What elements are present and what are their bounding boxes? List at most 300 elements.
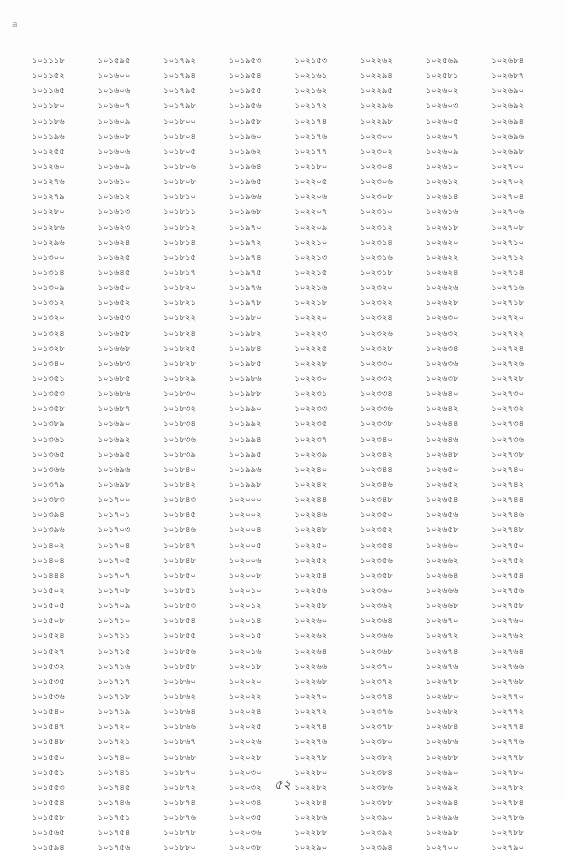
number-cell: ১০১২৯৬ [32, 236, 65, 247]
number-cell: ১০১৯৬২ [228, 145, 262, 156]
number-cell: ১০২৬৮০ [425, 690, 459, 701]
table-row [20, 448, 545, 463]
number-cell: ১০১৯৭৬ [228, 282, 262, 293]
number-cell: ১০২১৮০ [294, 161, 328, 172]
number-cell: ১০২৭৭২ [491, 706, 525, 717]
number-cell: ১০১৩৮৩ [32, 494, 65, 505]
number-cell: ১০১৮২২ [163, 312, 197, 323]
number-cell: ১০১৮২০ [163, 282, 197, 293]
number-cell: ১০২০১২ [228, 600, 262, 611]
number-cell: ১০২৬১৬ [425, 206, 459, 217]
number-cell: ১০২৬২৪ [425, 267, 459, 278]
number-cell: ১০১৭৯৮ [163, 100, 197, 111]
number-cell: ১০২৩৮৮ [360, 796, 393, 807]
number-cell: ১০২১৭২ [294, 100, 328, 111]
number-cell: ১০২২৫৮ [294, 600, 328, 611]
number-cell: ১০২২৩৩ [294, 403, 328, 414]
number-cell: ১০১৬৮৭ [97, 403, 131, 414]
number-cell: ১০১৪০৪ [32, 554, 65, 565]
number-cell: ১০১৯৮৬ [228, 373, 262, 384]
number-cell: ১০২০৩৫ [228, 812, 262, 823]
number-cell: ১০২৩৮৪ [360, 766, 393, 777]
table-row [20, 826, 545, 841]
number-cell: ১০২২১৩ [294, 251, 328, 262]
number-cell: ১০২৭১২ [491, 251, 525, 262]
number-cell: ১০১৬১০ [97, 176, 131, 187]
number-cell: ১০১১৯৬ [32, 130, 65, 141]
number-cell: ১০২৬৪২ [425, 403, 459, 414]
number-cell: ১০২৩০২ [360, 145, 393, 156]
number-cell: ১০১৭৪৫ [97, 781, 131, 792]
number-cell: ১০১৯৬৪ [228, 161, 262, 172]
table-row [20, 629, 545, 644]
number-cell: ১০১৩০৯ [32, 282, 65, 293]
number-cell: ১০১৯৯৮ [228, 479, 262, 489]
number-cell: ১০২৬৯৬ [491, 130, 525, 141]
page-number: ৫২ [274, 778, 291, 793]
number-cell: ১০১৬০০ [97, 70, 131, 81]
number-cell: ১০১৮৬৭ [163, 736, 197, 747]
number-cell: ১০২২৬০ [294, 615, 328, 626]
number-cell: ১০১৮২৫ [163, 342, 197, 353]
number-cell: ১০১৭৫৬ [97, 842, 131, 853]
table-row [20, 796, 545, 811]
number-cell: ১০২৭৭৬ [491, 736, 525, 747]
number-cell: ১০২৬৭২ [425, 630, 459, 641]
number-cell: ১০১৮১৫ [163, 251, 197, 262]
number-cell: ১০২৭২২ [491, 327, 525, 338]
number-cell: ১০২৬৮২ [425, 706, 459, 717]
number-cell: ১০১৯৫৩ [228, 55, 262, 66]
number-cell: ১০২৭৩৪ [491, 418, 525, 429]
number-cell: ১০২২৭৮ [294, 751, 328, 762]
number-cell: ১০২৭০৪ [491, 191, 525, 202]
number-cell: ১০২৭০০ [491, 161, 525, 172]
number-cell: ১০২০১৪ [228, 615, 262, 626]
number-cell: ১০২২৫০ [294, 539, 328, 550]
number-cell: ১০১৮০৫ [163, 145, 197, 156]
number-cell: ১০২৬৬৪ [425, 569, 459, 580]
number-cell: ১০২৩৫০ [360, 509, 393, 520]
number-cell: ১০১৭২০ [97, 721, 131, 732]
table-row [20, 705, 545, 720]
number-cell: ১০২০৩৬ [228, 827, 262, 838]
number-cell: ১০১৩৮৯ [32, 418, 65, 429]
number-cell: ১০২৬৮৭ [491, 70, 525, 81]
number-cell: ১০১৫৫৮ [32, 812, 65, 823]
number-cell: ১০১৭১১ [97, 630, 131, 641]
number-cell: ১০২৫৮১ [425, 70, 459, 81]
number-cell: ১০১৭৯৫ [163, 85, 197, 96]
number-cell: ১০২৭৫০ [491, 539, 525, 550]
number-cell: ১০২৬৬২ [425, 554, 459, 565]
number-cell: ১০২৭৬৬ [491, 660, 525, 671]
number-cell: ১০২৭২৮ [491, 373, 525, 384]
number-cell: ১০১৫৫১ [32, 766, 65, 777]
number-cell: ১০২৬৩৮ [425, 373, 459, 384]
number-cell: ১০২০০৮ [228, 569, 262, 580]
table-row [20, 84, 545, 99]
number-cell: ১০১৮০৬ [163, 161, 197, 172]
number-cell: ১০১৯৮৫ [228, 357, 262, 368]
number-cell: ১০১১৬৫ [32, 85, 65, 96]
number-cell: ১০১৯৭৪ [228, 251, 262, 262]
number-cell: ১০২৩১৮ [360, 267, 393, 278]
number-cell: ১০২৭৬০ [491, 615, 525, 626]
number-cell: ১০২০০২ [228, 509, 262, 520]
number-cell: ১০২০৩২ [228, 781, 262, 792]
number-cell: ১০২২১০ [294, 236, 328, 247]
number-cell: ১০২৭৭০ [491, 690, 525, 701]
number-cell: ১০১৮৪৩ [163, 494, 197, 505]
number-cell: ১০১৬৫২ [97, 297, 131, 308]
number-cell: ১০২৩৭৬ [360, 706, 393, 717]
table-row [20, 115, 545, 130]
number-cell: ১০১৮২৯ [163, 373, 197, 384]
number-cell: ১০২৬৯২ [425, 781, 459, 792]
number-cell: ১০১৭১০ [97, 615, 131, 626]
number-cell: ১০২০০৬ [228, 554, 262, 565]
table-row [20, 175, 545, 190]
number-cell: ১০২০৩০ [228, 766, 262, 777]
number-cell: ১০২২২৮ [294, 357, 328, 368]
number-cell: ১০২৭৪০ [491, 463, 525, 474]
number-cell: ১০২৬৯০ [491, 85, 525, 96]
number-cell: ১০১৭০৫ [97, 554, 131, 565]
number-cell: ১০২৭০৬ [491, 206, 525, 217]
table-row [20, 675, 545, 690]
number-cell: ১০১৭০৪ [97, 539, 131, 550]
number-cell: ১০১৯৬৫ [228, 176, 262, 187]
number-cell: ১০২৭৩০ [491, 388, 525, 399]
number-cell: ১০২৩২০ [360, 282, 393, 293]
table-row [20, 281, 545, 296]
number-cell: ১০২৬৯৬ [425, 812, 459, 823]
number-cell: ১০২৭৫৮ [491, 600, 525, 611]
number-cell: ১০২৭০০ [425, 842, 459, 853]
number-cell: ১০২৬৩৪ [425, 342, 459, 353]
number-cell: ১০২৬৭০ [425, 615, 459, 626]
number-cell: ১০২৩১৬ [360, 251, 393, 262]
number-cell: ১০২৩৪৬ [360, 479, 393, 489]
table-row [20, 221, 545, 236]
table-row [20, 614, 545, 629]
number-cell: ১০২৩২২ [360, 297, 393, 308]
number-cell: ১০২২৮৬ [294, 812, 328, 823]
number-cell: ১০১৩০০ [32, 251, 65, 262]
number-cell: ১০২২৬২ [294, 630, 328, 641]
number-cell: ১০২৬৪৮ [425, 448, 459, 459]
number-cell: ১০২৭৯০ [491, 842, 525, 853]
table-row [20, 644, 545, 659]
number-cell: ১০২২৭০ [294, 690, 328, 701]
number-cell: ১০২০১৬ [228, 645, 262, 656]
number-cell: ১০২২৪৪ [294, 494, 328, 505]
number-cell: ১০১৫০৫ [32, 600, 65, 611]
table-row [20, 841, 545, 856]
number-cell: ১০১৫৪৮ [32, 736, 65, 747]
number-cell: ১০২৩৮০ [360, 736, 393, 747]
table-row [20, 130, 545, 145]
number-cell: ১০২০০৫ [228, 539, 262, 550]
number-cell: ১০২৬৬৮ [425, 600, 459, 611]
number-cell: ১০২৩৪৮ [360, 494, 393, 505]
number-cell: ১০১৮০৮ [163, 176, 197, 187]
number-cell: ১০১৮১০ [163, 191, 197, 202]
number-cell: ১০২২১৫ [294, 267, 328, 278]
number-cell: ১০১৮৭০ [163, 766, 197, 777]
number-cell: ১০১৮২১ [163, 297, 197, 308]
number-cell: ১০১৭১৭ [97, 675, 131, 686]
number-cell: ১০২০৩৮ [228, 842, 262, 853]
number-cell: ১০১৮৭৪ [163, 796, 197, 807]
number-cell: ১০২৭৫৬ [491, 584, 525, 595]
number-cell: ১০১৭৯৪ [163, 70, 197, 81]
number-cell: ১০২৬৩০ [425, 312, 459, 323]
number-cell: ১০১৮৫১ [163, 584, 197, 595]
number-cell: ১০২০২০ [228, 675, 262, 686]
table-row [20, 357, 545, 372]
number-cell: ১০১৮৬৪ [163, 706, 197, 717]
table-row [20, 372, 545, 387]
number-cell: ১০২৭৪৮ [491, 524, 525, 535]
number-cell: ১০১৩৯৪ [32, 509, 65, 520]
table-row [20, 690, 545, 705]
number-cell: ১০১৬৫০ [97, 282, 131, 293]
number-cell: ১০১৫৫৪ [32, 796, 65, 807]
number-cell: ১০২৭৮৬ [491, 812, 525, 823]
number-cell: ১০১৭১৮ [97, 690, 131, 701]
table-row [20, 493, 545, 508]
number-cell: ১০১৩৫৮ [32, 403, 65, 414]
number-cell: ১০২২৪২ [294, 479, 328, 489]
number-cell: ১০২৭৮২ [491, 781, 525, 792]
number-cell: ১০১৭৪০ [97, 751, 131, 762]
number-cell: ১০১৯৮০ [228, 312, 262, 323]
number-cell: ১০২০০০ [228, 494, 262, 505]
number-cell: ১০১৫৬৫ [32, 827, 65, 838]
number-cell: ১০১৭১৫ [97, 645, 131, 656]
number-cell: ১০১৩১২ [32, 297, 65, 308]
number-cell: ১০১৫৫০ [32, 751, 65, 762]
table-row [20, 236, 545, 251]
number-cell: ১০১৬৮৩ [97, 357, 131, 368]
number-cell: ১০২৩৭৪ [360, 690, 393, 701]
number-cell: ১০১৭৪৬ [97, 796, 131, 807]
number-cell: ১০২৩৫৮ [360, 569, 393, 580]
number-cell: ১০২৬১২ [425, 176, 459, 187]
number-cell: ১০২৬৯৮ [491, 145, 525, 156]
table-row [20, 433, 545, 448]
number-cell: ১০১৭২১ [97, 736, 131, 747]
number-cell: ১০২৩৬৮ [360, 645, 393, 656]
number-cell: ১০২২৩৭ [294, 433, 328, 444]
number-cell: ১০১৬১২ [97, 191, 131, 202]
number-cell: ১০২২১৬ [294, 282, 328, 293]
number-cell: ১০২৬৫৮ [425, 524, 459, 535]
number-cell: ১০১৫২৪ [32, 630, 65, 641]
number-cell: ১০২২৪৮ [294, 524, 328, 535]
number-cell: ১০২৬০৭ [425, 130, 459, 141]
table-row [20, 508, 545, 523]
number-cell: ১০১৬০৯ [97, 161, 131, 172]
number-cell: ১০২২৮০ [294, 766, 328, 777]
number-cell: ১০২৬৯২ [491, 100, 525, 111]
number-cell: ১০২৬৭৪ [425, 645, 459, 656]
table-row [20, 750, 545, 765]
number-cell: ১০২০১০ [228, 584, 262, 595]
number-cell: ১০২২০৫ [294, 176, 328, 187]
number-cell: ১০২৭০২ [491, 176, 525, 187]
number-cell: ১০২৭১৪ [491, 267, 525, 278]
table-row [20, 402, 545, 417]
number-cell: ১০১৮৫৮ [163, 660, 197, 671]
number-cell: ১০২৩০৮ [360, 191, 393, 202]
number-cell: ১০২৩০৪ [360, 161, 393, 172]
number-cell: ১০১৯৭৮ [228, 297, 262, 308]
number-cell: ১০১৯৯০ [228, 403, 262, 414]
number-cell: ১০১৫৯৪ [32, 842, 65, 853]
number-cell: ১০১৯৬৮ [228, 206, 262, 217]
number-cell: ১০১৬১৩ [97, 206, 131, 217]
number-cell: ১০২২৭৬ [294, 736, 328, 747]
number-cell: ১০১৭৯২ [163, 55, 197, 66]
number-cell: ১০২৭৫৪ [491, 569, 525, 580]
number-cell: ১০২৩০৬ [360, 176, 393, 187]
number-cell: ১০১৬৮৬ [97, 388, 131, 399]
number-cell: ১০২৭৭৮ [491, 751, 525, 762]
number-cell: ১০২২৫৪ [294, 569, 328, 580]
number-cell: ১০২৬৯৮ [425, 827, 459, 838]
number-cell: ১০২৭২০ [491, 312, 525, 323]
number-cell: ১০১৮১২ [163, 221, 197, 232]
number-cell: ১০১৬২৩ [97, 221, 131, 232]
number-cell: ১০১৮৫৩ [163, 600, 197, 611]
number-cell: ১০২৬৬৬ [425, 584, 459, 595]
number-cell: ১০১৯৮২ [228, 327, 262, 338]
number-cell: ১০১৬৯৫ [97, 448, 131, 459]
number-cell: ১০১৪০২ [32, 539, 65, 550]
table-row [20, 584, 545, 599]
number-cell: ১০২৭০৮ [491, 221, 525, 232]
number-cell: ১০১৩১৪ [32, 267, 65, 278]
number-cell: ১০১৭১৬ [97, 660, 131, 671]
number-cell: ১০২৬৯৪ [425, 796, 459, 807]
number-cell: ১০২৩৩৮ [360, 418, 393, 429]
number-cell: ১০২৭৩২ [491, 403, 525, 414]
number-cell: ১০২৬০৩ [425, 100, 459, 111]
number-cell: ১০২৩৩৬ [360, 403, 393, 414]
number-cell: ১০১৫৩২ [32, 660, 65, 671]
number-cell: ১০২২০৯ [294, 221, 328, 232]
number-cell: ১০২৬৮৬ [425, 736, 459, 747]
number-cell: ১০১৮৭৮ [163, 827, 197, 838]
number-cell: ১০২১৬২ [294, 85, 328, 96]
number-cell: ১০২৩৬২ [360, 600, 393, 611]
number-cell: ১০১৮৪২ [163, 479, 197, 489]
table-row [20, 205, 545, 220]
number-cell: ১০১৯৯২ [228, 418, 262, 429]
number-cell: ১০২৭৪৪ [491, 494, 525, 505]
table-row [20, 342, 545, 357]
number-cell: ১০১৩৬৬ [32, 463, 65, 474]
table-row [20, 69, 545, 84]
number-cell: ১০২০৩৪ [228, 796, 262, 807]
number-cell: ১০২৬৮৪ [425, 721, 459, 732]
number-cell: ১০২৩১২ [360, 221, 393, 232]
number-cell: ১০১৫০৮ [32, 615, 65, 626]
number-cell: ১০১৩২৮ [32, 342, 65, 353]
number-cell: ১০১৫৩৬ [32, 690, 65, 701]
number-cell: ১০২২৬৮ [294, 675, 328, 686]
number-cell: ১০২৬৪৪ [425, 418, 459, 429]
number-cell: ১০২৩৬৪ [360, 615, 393, 626]
table-row [20, 720, 545, 735]
number-cell: ১০২২৯৬ [360, 100, 393, 111]
number-cell: ১০২৭৬২ [491, 630, 525, 641]
number-cell: ১০১৬০৭ [97, 100, 131, 111]
number-cell: ১০১৬২৫ [97, 251, 131, 262]
number-cell: ১০২৩১০ [360, 206, 393, 217]
table-row [20, 296, 545, 311]
number-cell: ১০২০২২ [228, 690, 262, 701]
number-cell: ১০১৬৯২ [97, 433, 131, 444]
number-cell: ১০২৬৫২ [425, 479, 459, 489]
number-cell: ১০১৮৭২ [163, 781, 197, 792]
number-cell: ১০২২৬৪ [294, 645, 328, 656]
number-cell: ১০২২৫২ [294, 554, 328, 565]
number-cell: ১০১৩৬১ [32, 433, 65, 444]
number-cell: ১০২৬৫৬ [425, 509, 459, 520]
number-cell: ১০২৭৬৪ [491, 645, 525, 656]
number-cell: ১০১৯৯৬ [228, 463, 262, 474]
number-cell: ১০১৫৪৭ [32, 721, 65, 732]
number-table [20, 54, 545, 856]
number-cell: ১০১২৮৬ [32, 221, 65, 232]
number-cell: ১০২৩৩২ [360, 373, 393, 384]
number-cell: ১০২২৮২ [294, 781, 328, 792]
number-cell: ১০১৮৪৭ [163, 539, 197, 550]
number-cell: ১০১৬২৪ [97, 236, 131, 247]
number-cell: ১০২৬৭৬ [425, 660, 459, 671]
number-cell: ১০২৭৪৬ [491, 509, 525, 520]
number-cell: ১০১৮২৪ [163, 327, 197, 338]
number-cell: ১০২৬৪৬ [425, 433, 459, 444]
number-cell: ১০২৩৯০ [360, 812, 393, 823]
number-cell: ১০১৮৩৬ [163, 433, 197, 444]
table-row [20, 569, 545, 584]
number-cell: ১০২৬২৮ [425, 297, 459, 308]
number-cell: ১০২৩২৬ [360, 327, 393, 338]
number-cell: ১০১৩২০ [32, 312, 65, 323]
number-cell: ১০২২৮৮ [294, 827, 328, 838]
number-cell: ১০২৬৬০ [425, 539, 459, 550]
number-cell: ১০১৬৫৮ [97, 327, 131, 338]
number-cell: ১০১৫৪০ [32, 706, 65, 717]
number-cell: ১০২৬৮৮ [425, 751, 459, 762]
table-row [20, 54, 545, 69]
table-row [20, 539, 545, 554]
table-row [20, 478, 545, 493]
number-cell: ১০১৫৯৫ [97, 55, 131, 66]
number-cell: ১০১৮৪৬ [163, 524, 197, 535]
table-row [20, 160, 545, 175]
number-cell: ১০২২৯৮ [360, 115, 393, 126]
number-cell: ১০২৩২৪ [360, 312, 393, 323]
number-cell: ১০১৫২৭ [32, 645, 65, 656]
number-cell: ১০২৬১০ [425, 161, 459, 172]
number-cell: ১০২২২০ [294, 312, 328, 323]
